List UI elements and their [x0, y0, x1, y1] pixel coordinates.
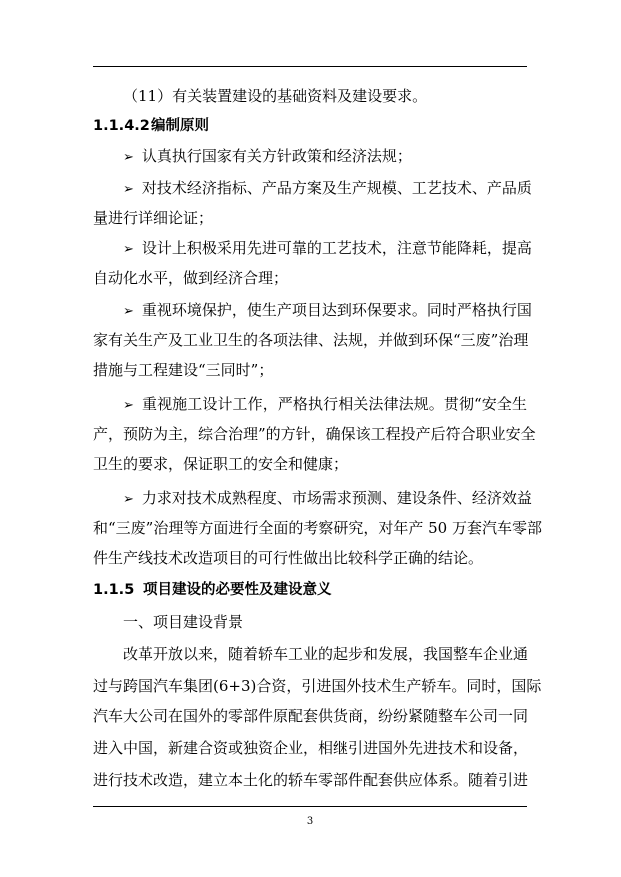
- bullet-text: 认真执行国家有关方针政策和经济法规；: [141, 147, 412, 165]
- arrow-bullet-icon: ➢: [123, 242, 134, 257]
- arrow-bullet-icon: ➢: [123, 492, 134, 507]
- bullet-text: 对技术经济指标、产品方案及生产规模、工艺技术、产品质: [141, 179, 532, 197]
- paragraph-line: 过与跨国汽车集团(6+3)合资，引进国外技术生产轿车。同时，国际: [93, 677, 542, 695]
- paragraph-line: 产，预防为主，综合治理”的方针，确保该工程投产后符合职业安全: [93, 425, 536, 443]
- header-rule: [93, 66, 527, 67]
- paragraph-line: 汽车大公司在国外的零部件原配套供货商，纷纷紧随整车公司一同: [93, 707, 529, 725]
- arrow-bullet-icon: ➢: [123, 304, 134, 319]
- bullet-item: [123, 238, 532, 260]
- footer-rule: [93, 806, 527, 807]
- heading-number: 1.1.4.2: [93, 118, 150, 134]
- bullet-text: 重视施工设计工作，严格执行相关法律法规。贯彻“安全生: [141, 395, 527, 413]
- paragraph-line: 件生产线技术改造项目的可行性做出比较科学正确的结论。: [93, 549, 484, 567]
- bullet-item: [123, 300, 532, 322]
- paragraph-line: 家有关生产及工业卫生的各项法律、法规，并做到环保“三废”治理: [93, 331, 529, 349]
- heading-number: 1.1.5: [93, 582, 135, 598]
- paragraph-line: 措施与工程建设“三同时”；: [93, 361, 274, 379]
- section-heading-1-1-5: [93, 580, 527, 600]
- bullet-item: [123, 394, 527, 416]
- heading-title: 项目建设的必要性及建设意义: [143, 582, 332, 598]
- paragraph-line: 自动化水平，做到经济合理；: [93, 269, 289, 287]
- paragraph-line: 量进行详细论证；: [93, 209, 214, 227]
- paragraph-line: 进行技术改造，建立本土化的轿车零部件配套供应体系。随着引进: [93, 771, 529, 789]
- list-item: （11）有关装置建设的基础资料及建设要求。: [123, 87, 428, 105]
- heading-title: 编制原则: [151, 118, 209, 134]
- page-number: 3: [306, 816, 314, 827]
- bullet-item: [123, 146, 527, 168]
- arrow-bullet-icon: ➢: [123, 398, 134, 413]
- bullet-item: [123, 488, 532, 510]
- bullet-text: 重视环境保护，使生产项目达到环保要求。同时严格执行国: [141, 301, 532, 319]
- paragraph-line: 改革开放以来，随着轿车工业的起步和发展，我国整车企业通: [123, 645, 529, 663]
- bullet-text: 设计上积极采用先进可靠的工艺技术，注意节能降耗，提高: [141, 239, 532, 257]
- paragraph-line: 和“三废”治理等方面进行全面的考察研究，对年产 50 万套汽车零部: [93, 519, 542, 537]
- arrow-bullet-icon: ➢: [123, 150, 134, 165]
- arrow-bullet-icon: ➢: [123, 182, 134, 197]
- section-heading-1-1-4-2: [93, 116, 527, 136]
- paragraph-line: 卫生的要求，保证职工的安全和健康；: [93, 455, 349, 473]
- subsection-title: 一、项目建设背景: [123, 613, 244, 631]
- bullet-text: 力求对技术成熟程度、市场需求预测、建设条件、经济效益: [141, 489, 532, 507]
- bullet-item: [123, 178, 532, 200]
- paragraph-line: 进入中国，新建合资或独资企业，相继引进国外先进技术和设备，: [93, 739, 529, 757]
